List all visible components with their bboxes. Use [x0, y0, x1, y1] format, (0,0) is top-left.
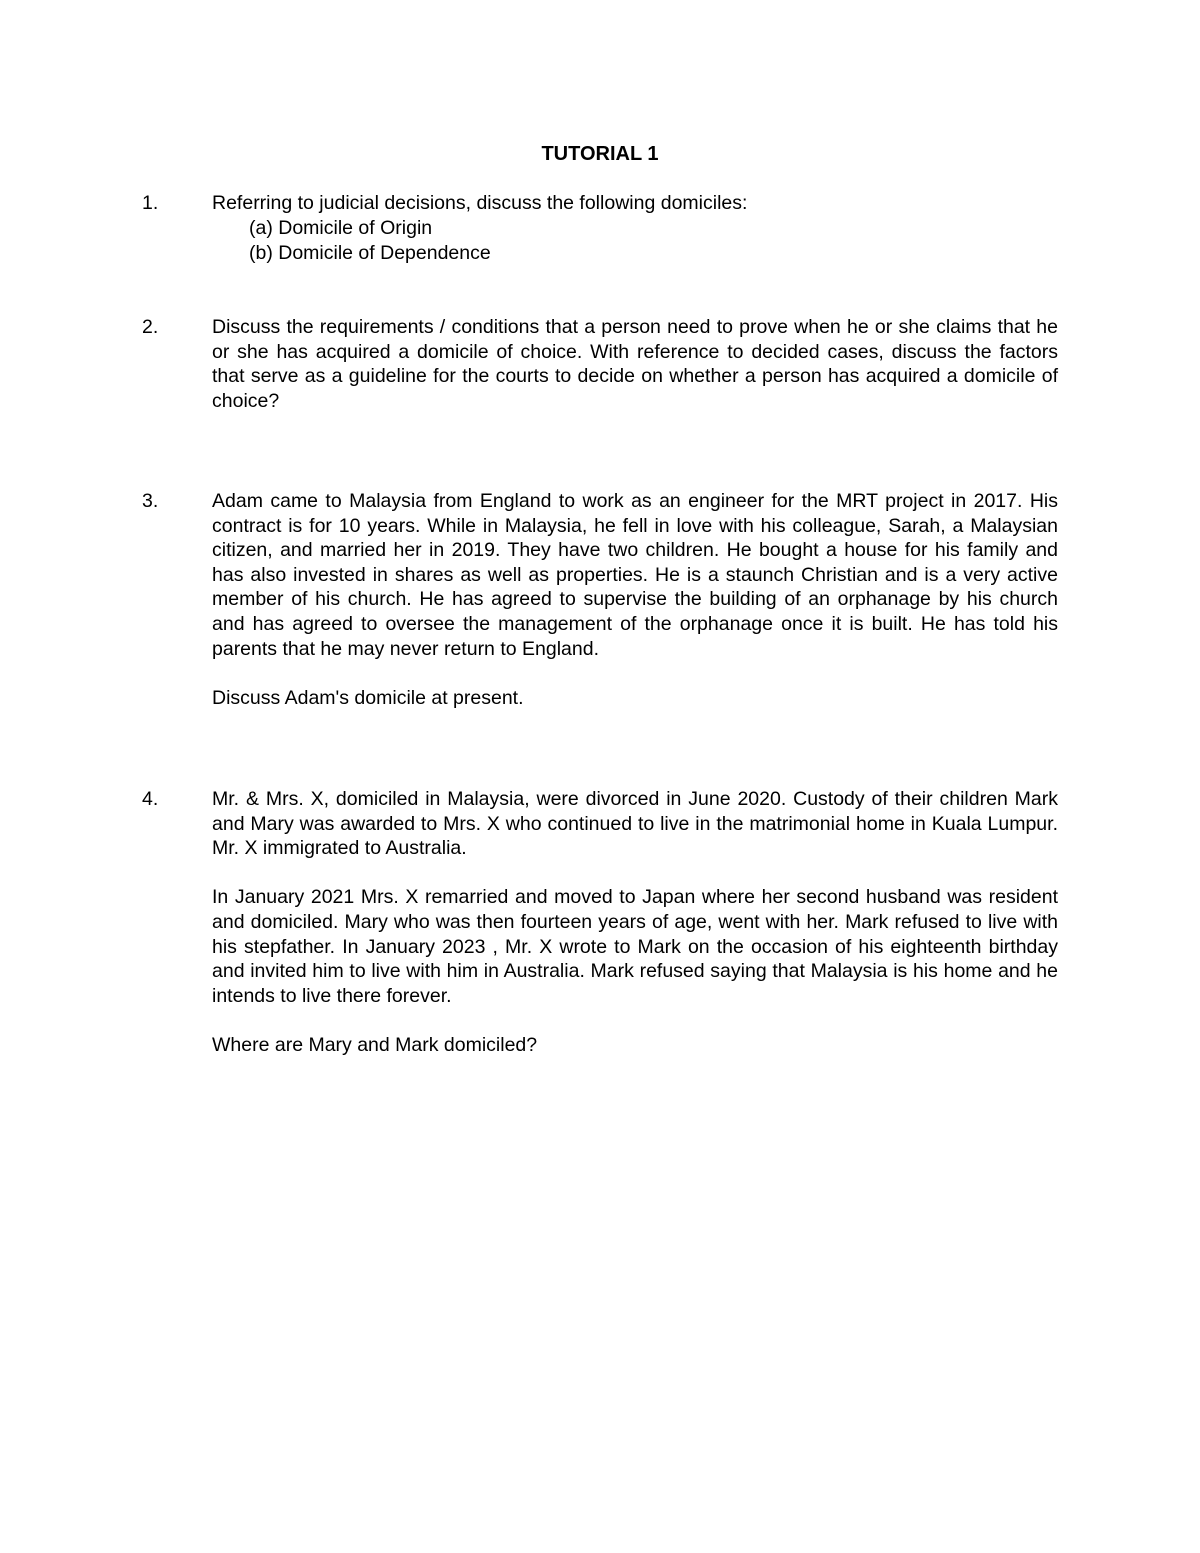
question-text: Referring to judicial decisions, discuss the following domiciles: [212, 192, 748, 214]
question-text: Adam came to Malaysia from England to work as an engineer for the MRT project in 2017. His contract is for 10 years. While in Malaysia, he fell in love with his colleague, Sarah, a Malaysian citizen, and married her in 2019. They have two children. He bought a house for his family and has also invested in shares as well as properties. He is a staunch Christian and is a very active member of his church. He has agreed to supervise the building of an orphanage by his church and has agreed to oversee the management of the orphanage once it is built. He has told his parents that he may never return to England. [212, 490, 1058, 660]
question-body [212, 191, 1058, 266]
question-prompt: Where are Mary and Mark domiciled? [212, 1033, 538, 1056]
question-text: Mr. & Mrs. X, domiciled in Malaysia, were divorced in June 2020. Custody of their children Mark and Mary was awarded to Mrs. X who continued to live in the matrimonial home in Kuala Lumpur. Mr. X immigrated to Australia. [212, 788, 1058, 860]
question-number: 4. [142, 788, 159, 810]
question-body [212, 489, 1058, 710]
question-text: In January 2021 Mrs. X remarried and moved to Japan where her second husband was resident and domiciled. Mary who was then fourteen years of age, went with her. Mark refused to live with his stepfather. In January 2023 , Mr. X wrote to Mark on the occasion of his eighteenth birthday and invited him to live with him in Australia. Mark refused saying that Malaysia is his home and he intends to live there forever. [212, 886, 1058, 1007]
question-body [212, 787, 1058, 1058]
sub-item-a: (a) Domicile of Origin [249, 216, 433, 239]
question-text: Discuss the requirements / conditions that a person need to prove when he or she claims that he or she has acquired a domicile of choice. With reference to decided cases, discuss the factors that serve as a guideline for the courts to decide on whether a person has acquired a domicile of choice? [212, 316, 1058, 412]
question-prompt: Discuss Adam's domicile at present. [212, 686, 524, 709]
question-number: 1. [142, 192, 159, 214]
sub-item-b: (b) Domicile of Dependence [249, 241, 491, 264]
question-number: 2. [142, 316, 159, 338]
question-number: 3. [142, 490, 159, 512]
question-body [212, 315, 1058, 413]
page-title: TUTORIAL 1 [541, 143, 659, 165]
